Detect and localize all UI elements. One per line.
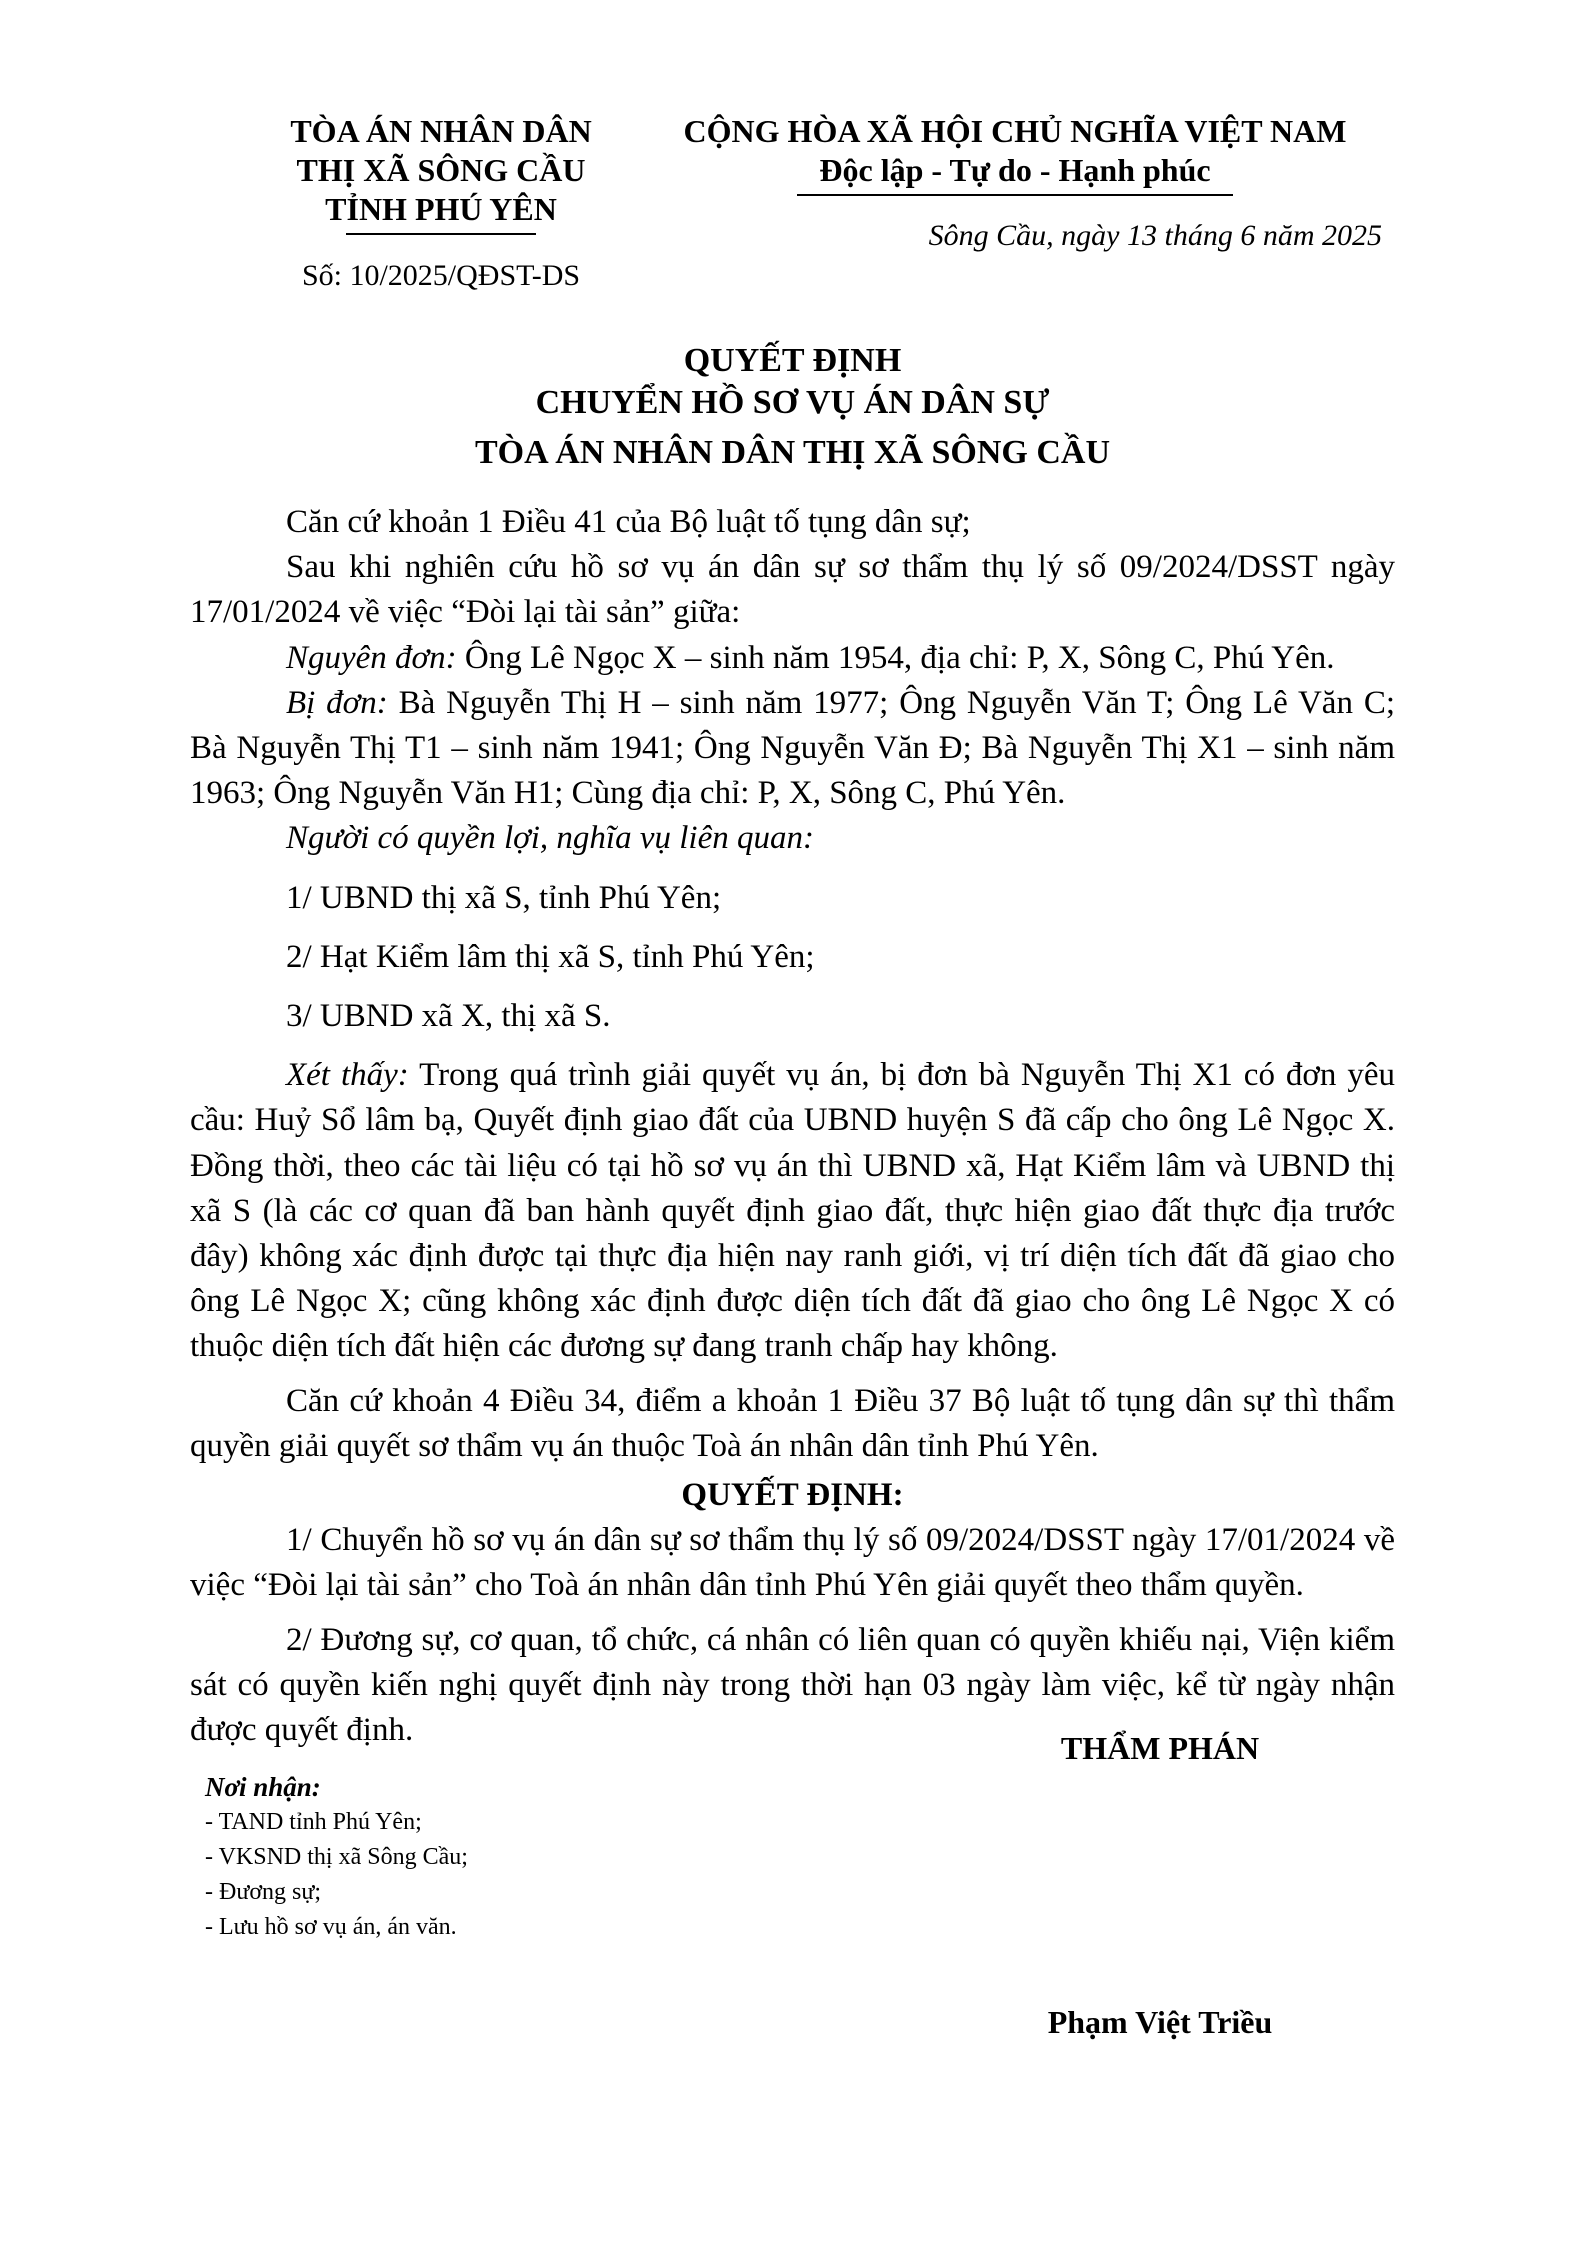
related-party-1: 1/ UBND thị xã S, tỉnh Phú Yên; bbox=[286, 879, 722, 916]
document-number: Số: 10/2025/QĐST-DS bbox=[301, 259, 581, 292]
court-name-line2: THỊ XÃ SÔNG CẦU bbox=[296, 152, 586, 188]
judge-title: THẨM PHÁN bbox=[1060, 1730, 1260, 1766]
judge-name: Phạm Việt Triều bbox=[1047, 2004, 1273, 2040]
court-header bbox=[235, 112, 647, 235]
decision-item-1: 1/ Chuyển hồ sơ vụ án dân sự sơ thẩm thụ lý số 09/2024/DSST ngày 17/01/2024 về việc “Đòi lại tài sản” cho Toà án nhân dân tỉnh Phú Yên giải quyết theo thẩm quyền. bbox=[190, 1522, 1395, 1604]
recipients-label: Nơi nhận: bbox=[205, 1772, 321, 1802]
recipient-item: - Đương sự; bbox=[205, 1875, 805, 1910]
recipient-item: - Lưu hồ sơ vụ án, án văn. bbox=[205, 1910, 805, 1945]
title-line2: CHUYỂN HỒ SƠ VỤ ÁN DÂN SỰ bbox=[535, 384, 1050, 421]
court-name-line1: TÒA ÁN NHÂN DÂN bbox=[290, 113, 592, 149]
decision-heading: QUYẾT ĐỊNH: bbox=[681, 1477, 904, 1514]
defendant-text: Bà Nguyễn Thị H – sinh năm 1977; Ông Nguyễn Văn T; Ông Lê Văn C; Bà Nguyễn Thị T1 – sinh năm 1941; Ông Nguyễn Văn Đ; Bà Nguyễn Thị X1 – sinh năm 1963; Ông Nguyễn Văn H1; Cùng địa chỉ: P, X, Sông C, Phú Yên. bbox=[190, 684, 1395, 812]
recipients-list bbox=[205, 1805, 805, 1945]
national-motto: Độc lập - Tự do - Hạnh phúc bbox=[819, 152, 1211, 188]
plaintiff-text: Ông Lê Ngọc X – sinh năm 1954, địa chỉ: P, X, Sông C, Phú Yên. bbox=[456, 639, 1335, 676]
finding-text: Trong quá trình giải quyết vụ án, bị đơn bà Nguyễn Thị X1 có đơn yêu cầu: Huỷ Sổ lâm bạ, Quyết định giao đất của UBND huyện S đã cấp cho ông Lê Ngọc X. Đồng thời, theo các tài liệu có tại hồ sơ vụ án thì UBND xã, Hạt Kiểm lâm và UBND thị xã S (là các cơ quan đã ban hành quyết định giao đất, thực hiện giao đất thực địa trước đây) không xác định được tại thực địa hiện nay ranh giới, vị trí diện tích đất đã giao cho ông Lê Ngọc X; cũng không xác định được diện tích đất đã giao cho ông Lê Ngọc X có thuộc diện tích đất hiện các đương sự đang tranh chấp hay không. bbox=[190, 1057, 1395, 1365]
related-parties-label: Người có quyền lợi, nghĩa vụ liên quan: bbox=[286, 820, 814, 857]
legal-basis-paragraph: Căn cứ khoản 1 Điều 41 của Bộ luật tố tụng dân sự; bbox=[286, 504, 971, 540]
document-body bbox=[190, 500, 1395, 1753]
case-study-paragraph: Sau khi nghiên cứu hồ sơ vụ án dân sự sơ thẩm thụ lý số 09/2024/DSST ngày 17/01/2024 về việc “Đòi lại tài sản” giữa: bbox=[190, 549, 1395, 631]
place-date: Sông Cầu, ngày 13 tháng 6 năm 2025 bbox=[928, 219, 1382, 252]
country-name: CỘNG HÒA XÃ HỘI CHỦ NGHĨA VIỆT NAM bbox=[683, 113, 1347, 149]
defendant-label: Bị đơn: bbox=[286, 684, 388, 721]
motto-divider bbox=[797, 194, 1233, 196]
decision-item-2: 2/ Đương sự, cơ quan, tổ chức, cá nhân có liên quan có quyền khiếu nại, Viện kiểm sát có quyền kiến nghị quyết định này trong thời hạn 03 ngày làm việc, kể từ ngày nhận được quyết định. bbox=[190, 1621, 1395, 1749]
document-title bbox=[190, 340, 1395, 474]
title-line3: TÒA ÁN NHÂN DÂN THỊ XÃ SÔNG CẦU bbox=[474, 434, 1111, 471]
title-line1: QUYẾT ĐỊNH bbox=[683, 342, 902, 379]
plaintiff-paragraph bbox=[190, 636, 1395, 681]
recipient-item: - VKSND thị xã Sông Cầu; bbox=[205, 1840, 805, 1875]
related-party-2: 2/ Hạt Kiểm lâm thị xã S, tỉnh Phú Yên; bbox=[286, 938, 815, 975]
jurisdiction-paragraph: Căn cứ khoản 4 Điều 34, điểm a khoản 1 Điều 37 Bộ luật tố tụng dân sự thì thẩm quyền giải quyết sơ thẩm vụ án thuộc Toà án nhân dân tỉnh Phú Yên. bbox=[190, 1382, 1395, 1464]
related-party-3: 3/ UBND xã X, thị xã S. bbox=[286, 998, 611, 1035]
finding-paragraph bbox=[190, 1053, 1395, 1369]
plaintiff-label: Nguyên đơn: bbox=[286, 639, 457, 676]
national-motto-header bbox=[670, 112, 1360, 196]
finding-label: Xét thấy: bbox=[286, 1057, 409, 1094]
court-header-divider bbox=[346, 233, 536, 235]
recipient-item: - TAND tỉnh Phú Yên; bbox=[205, 1805, 805, 1840]
defendant-paragraph bbox=[190, 681, 1395, 817]
recipients-block bbox=[205, 1770, 805, 1945]
court-name-line3: TỈNH PHÚ YÊN bbox=[325, 191, 557, 227]
